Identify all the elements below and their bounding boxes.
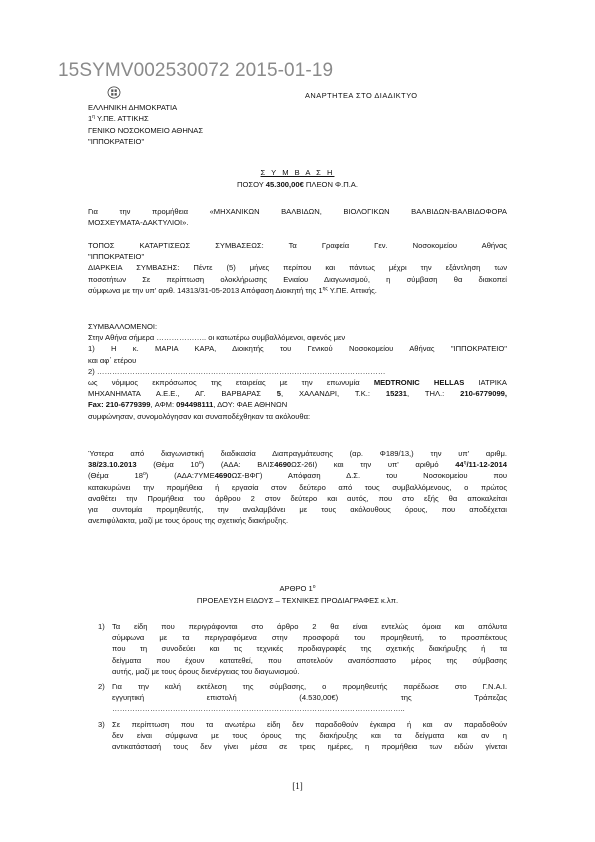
parties-paragraph [88,321,507,422]
article-title-sup: ο [312,584,316,590]
award-line-5: αναθέτει την Προμήθεια του άρθρου 2 στον δεύτερο και αυτός, που στο εξής θα αποκαλείται [88,493,507,503]
list-item-number: 3) [98,719,105,729]
fax-number: Fax: 210-6779399 [88,400,151,410]
duration-text-end: Υ.ΠΕ. Αττικής. [327,285,377,295]
ada-2-rest: ΩΣ-ΒΦΓ) Απόφαση Δ.Σ. του Νοσοκομείου που [231,471,507,481]
phone-number: 210-6779099, [460,389,507,399]
list-item-line: …………………………………………………………………………………………………….. [112,704,405,714]
region-number: 1 [88,114,93,124]
list-item-line: αυτής, μαζί με τους όρους διενέργειας του διαγωνισμού. [112,666,300,676]
party-1-line: 1) Η κ. ΜΑΡΙΑ ΚΑΡΑ, Διοικητής του Γενικού Νοσοκομείου Αθήνας "ΙΠΠΟΚΡΑΤΕΙΟ" [88,344,507,354]
document-id-watermark: 15SYMV002530072 2015-01-19 [58,60,334,81]
publish-notice: ΑΝΑΡΤΗΤΕΑ ΣΤΟ ΔΙΑΔΙΚΤΥΟ [305,91,418,100]
hospital-line: ΓΕΝΙΚΟ ΝΟΣΟΚΟΜΕΙΟ ΑΘΗΝΑΣ [88,125,204,135]
ada-rest: ΩΣ-26Ι) και την υπ' αριθμό [291,460,456,470]
afm-label: , ΑΦΜ: [150,400,177,410]
party-2-line: 2) …………………………………………………………………………………………………… [88,366,386,376]
amount-value: 45.300,00€ [265,180,304,189]
article-subtitle: ΠΡΟΕΛΕΥΣΗ ΕΙΔΟΥΣ – ΤΕΧΝΙΚΕΣ ΠΡΟΔΙΑΓΡΑΦΕΣ κ.λπ. [196,596,399,605]
place-line-2: "ΙΠΠΟΚΡΑΤΕΙΟ" [88,252,145,262]
tax-office: , ΔΟΥ: ΦΑΕ ΑΘΗΝΩΝ [213,400,288,410]
article-title [0,584,595,593]
phone-label: , ΤΗΛ.: [407,389,461,399]
award-line-7: ανεπιφύλακτα, μαζί με τους όρους της σχετικής διακήρυξης. [88,516,289,526]
place-duration-paragraph [88,240,507,296]
address-line [88,388,507,399]
rep-text-end: ΙΑΤΡΙΚΑ [464,378,507,388]
company-name: MEDTRONIC HELLAS [373,378,465,388]
greek-emblem-icon [107,86,121,99]
place-line-1: ΤΟΠΟΣ ΚΑΤΑΡΤΙΣΕΩΣ ΣΥΜΒΑΣΕΩΣ: Τα Γραφεία Γεν. Νοσοκομείου Αθήνας [88,241,507,250]
list-item-line: Για την καλή εκτέλεση της σύμβασης, ο προμηθευτής παρέδωσε στο Γ.Ν.Α.Ι. [112,682,507,692]
contract-amount [0,180,595,189]
topic-2-label: (Θέμα 18 [88,471,143,481]
duration-line-1: ΔΙΑΡΚΕΙΑ ΣΥΜΒΑΣΗΣ: Πέντε (5) μήνες περίπου και πάντως μέχρι την εξάντληση των [88,263,507,273]
award-line-1: Ύστερα από διαγωνιστική διαδικασία Διαπραγμάτευσης (αρ. Φ189/13,) την υπ' αριθμ. [88,449,507,458]
list-item-line: σύμφωνα με τα περιγραφόμενα στην προσφορά του προμηθευτή, το προσπέκτους [112,633,507,643]
fax-afm-line [88,399,507,410]
list-item-line: που τη συνοδεύει και τις τεχνικές προδιαγραφές της σχετικής διακήρυξης ή τα [112,644,507,654]
article-title-text: ΑΡΘΡΟ 1 [279,584,313,593]
hospital-name-line: "ΙΠΠΟΚΡΑΤΕΙΟ" [88,137,145,147]
list-item-number: 1) [98,622,105,631]
decision-2-date: /11-12-2014 [466,460,507,470]
parties-intro: Στην Αθήνα σήμερα ……………….. οι κατωτέρω συμβαλλόμενοι, αφενός μεν [88,333,346,343]
page-number: [1] [292,781,303,791]
rep-text: ως νόμιμος εκπρόσωπος της εταιρείας με την επωνυμία [88,378,374,388]
region-line [88,113,203,124]
ada-2-code-bold: 4690 [214,471,232,481]
award-paragraph [88,448,507,526]
duration-text: σύμφωνα με την υπ' αριθ. 14313/31-05-2013 Απόφαση Διοικητή της 1 [88,285,323,295]
country-line: ΕΛΛΗΝΙΚΗ ΔΗΜΟΚΡΑΤΙΑ [88,103,178,112]
list-item-line: Σε περίπτωση που τα ανωτέρω είδη δεν παραδοθούν έγκαιρα ή και αν παραδοθούν [112,719,507,729]
agreement-line: συμφώνησαν, συνομολόγησαν και συναποδέχθηκαν τα ακόλουθα: [88,411,311,421]
topic-2-sup: ο [142,471,146,478]
region-sup: η [92,114,96,121]
decision-number: 38/23.10.2013 [88,460,137,470]
region-text: Υ.ΠΕ. ΑΤΤΙΚΗΣ [95,114,149,124]
parties-heading: ΣΥΜΒΑΛΛΟΜΕΝΟΙ: [88,322,158,331]
afm-number: 094498111 [176,400,214,410]
list-item [88,681,507,715]
topic-sup: ο [198,460,202,467]
amount-prefix: ΠΟΣΟΥ [237,180,266,189]
duration-sup: ης [322,285,328,292]
topic-label: (Θέμα 10 [136,460,199,470]
award-line-3 [88,470,507,481]
subject-line-1: Για την προμήθεια «ΜΗΧΑΝΙΚΩΝ ΒΑΛΒΙΔΩΝ, ΒΙΟΛΟΓΙΚΩΝ ΒΑΛΒΙΔΩΝ-ΒΑΛΒΙΔΟΦΟΡΑ [88,207,507,216]
award-line-4: κατακυρώνει την προμήθεια ή εργασία στον δεύτερο από τους συμβαλλόμενους, ο πρώτος [88,482,507,492]
ada-label: ) (ΑΔΑ: ΒΛΙΣ [201,460,275,470]
subject-line-2: ΜΟΣΧΕΥΜΑΤΑ-ΔΑΚΤΥΛΙΟΙ». [88,218,189,228]
issuer-header [88,102,203,148]
list-item-line: δεν είναι σύμφωνα με τους όρους της διακήρυξης και τα δείγματα και αν η [112,730,507,740]
address-number: 5 [276,389,282,399]
list-item-line: δείγματα που έχουν κατατεθεί, που αποτελούν αναπόσπαστο μέρος της σύμβασης [112,655,507,665]
contract-title: Σ Υ Μ Β Α Σ Η [260,168,335,177]
duration-line-3 [88,285,507,296]
list-item-line: αντικατάστασή τους δεν γίνει μέσα σε τρεις ημέρες, η προμήθεια των ειδών γίνεται [112,742,507,752]
representative-line [88,377,507,388]
list-item-line: εγγυητική επιστολή (4.530,00€) της Τράπεζας [112,693,507,703]
award-line-6: για συντομία προμηθευτής, την αναλαμβάνει με τους ακόλουθους όρους, που αποδέχεται [88,505,507,515]
list-item [88,719,507,753]
decision-2-number: 44 [455,460,464,470]
award-line-2 [88,459,507,470]
list-item-number: 2) [98,682,105,692]
decision-2-sup: η [463,460,467,467]
address-street: ΜΗΧΑΝΗΜΑΤΑ Α.Ε.Ε., ΑΓ. ΒΑΡΒΑΡΑΣ [88,389,277,399]
list-item-line: Τα είδη που περιγράφονται στο άρθρο 2 θα είναι εντελώς όμοια και απόλυτα [112,622,507,631]
duration-line-2: ποσοτήτων Σε περίπτωση ολοκλήρωσης Ενιαίου Διαγωνισμού, η σύμβαση θα διακοπεί [88,274,507,284]
party-1-line-2: και αφ΄ ετέρου [88,355,137,365]
amount-suffix: ΠΛΕΟΝ Φ.Π.Α. [303,180,358,189]
ada-2-label: ) (ΑΔΑ:7ΥΜΕ [145,471,215,481]
postal-code: 15231 [385,389,408,399]
article-items [88,621,507,756]
list-item [88,621,507,677]
ada-code-bold: 4690 [274,460,292,470]
subject-paragraph [88,206,507,228]
address-city: , ΧΑΛΑΝΔΡΙ, Τ.Κ.: [281,389,386,399]
